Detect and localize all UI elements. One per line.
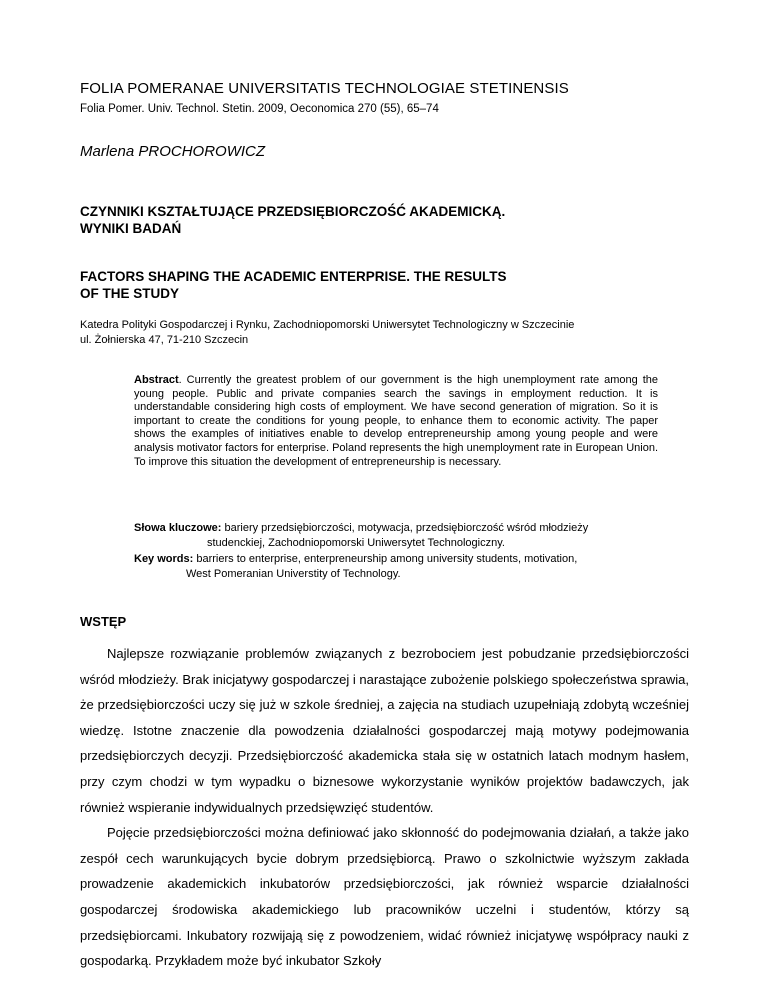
journal-citation: Folia Pomer. Univ. Technol. Stetin. 2009, Oeconomica 270 (55), 65–74: [80, 103, 439, 115]
keywords-polish: [134, 521, 664, 551]
keywords-english-label: Key words:: [134, 553, 194, 565]
affiliation-line-1: Katedra Polityki Gospodarczej i Rynku, Zachodniopomorski Uniwersytet Technologiczny w Szczecinie: [80, 319, 575, 331]
keywords-polish-label: Słowa kluczowe:: [134, 522, 222, 534]
abstract-text: . Currently the greatest problem of our government is the high unemployment rate among the young people. Public and private companies search the savings in employment reduction. It is understandable considering high costs of employment. We have second generation of migration. So it is important to create the conditions for young people, to enhance them to economic activity. The paper shows the examples of initiatives enable to develop entrepreneurship among young people and were analysis motivator factors for enterprise. Poland represents the high unemployment rate in European Union. To improve this situation the development of entrepreneurship is necessary.: [134, 374, 659, 468]
title-english-line-2: OF THE STUDY: [80, 286, 180, 301]
abstract-label: Abstract: [134, 374, 179, 386]
keywords-english-line-1: barriers to enterprise, enterpreneurship among university students, motivation,: [196, 553, 578, 565]
title-polish: [80, 203, 680, 237]
journal-title: FOLIA POMERANAE UNIVERSITATIS TECHNOLOGIAE STETINENSIS: [80, 80, 569, 97]
title-english: [80, 268, 580, 302]
title-polish-line-2: WYNIKI BADAŃ: [80, 221, 182, 236]
keywords-english: [134, 552, 664, 582]
keywords-polish-line-2: studenckiej, Zachodniopomorski Uniwersytet Technologiczny.: [207, 537, 505, 549]
title-english-line-1: FACTORS SHAPING THE ACADEMIC ENTERPRISE. THE RESULTS: [80, 269, 507, 284]
abstract: [134, 374, 658, 469]
keywords-polish-line-1: bariery przedsiębiorczości, motywacja, przedsiębiorczość wśród młodzieży: [224, 522, 589, 534]
keywords-english-line-2: West Pomeranian Universtity of Technology.: [186, 568, 401, 580]
paragraph-1: Najlepsze rozwiązanie problemów związanych z bezrobociem jest pobudzanie przedsiębiorczości wśród młodzieży. Brak inicjatywy gospodarczej i narastające zubożenie polskiego społeczeństwa sprawia, że przedsiębiorczości uczy się już w szkole średniej, a zajęcia na studiach uzupełniają zdobytą wcześniej wiedzę. Istotne znaczenie dla powodzenia działalności gospodarczej mają motywy podejmowania przedsiębiorczych decyzji. Przedsiębiorczość akademicka stała się w ostatnich latach modnym hasłem, przy czym chodzi w tym wypadku o biznesowe wykorzystanie wyników projektów badawczych, jak również wspieranie indywidualnych przedsięwzięć studentów.: [80, 646, 689, 815]
author-name: Marlena PROCHOROWICZ: [80, 143, 266, 160]
body-text: [80, 641, 689, 974]
affiliation-line-2: ul. Żołnierska 47, 71-210 Szczecin: [80, 334, 249, 346]
title-polish-line-1: CZYNNIKI KSZTAŁTUJĄCE PRZEDSIĘBIORCZOŚĆ AKADEMICKĄ.: [80, 204, 506, 219]
affiliation: [80, 318, 690, 348]
section-heading: WSTĘP: [80, 614, 127, 629]
paragraph-2: Pojęcie przedsiębiorczości można definiować jako skłonność do podejmowania działań, a także jako zespół cech warunkujących bycie dobrym przedsiębiorcą. Prawo o szkolnictwie wyższym zakłada prowadzenie akademickich inkubatorów przedsiębiorczości, jak również wsparcie działalności gospodarczej środowiska akademickiego lub pracowników uczelni i studentów, którzy są przedsiębiorcami. Inkubatory rozwijają się z powodzeniem, widać również inicjatywę współpracy nauki z gospodarką. Przykładem może być inkubator Szkoły: [80, 825, 689, 969]
